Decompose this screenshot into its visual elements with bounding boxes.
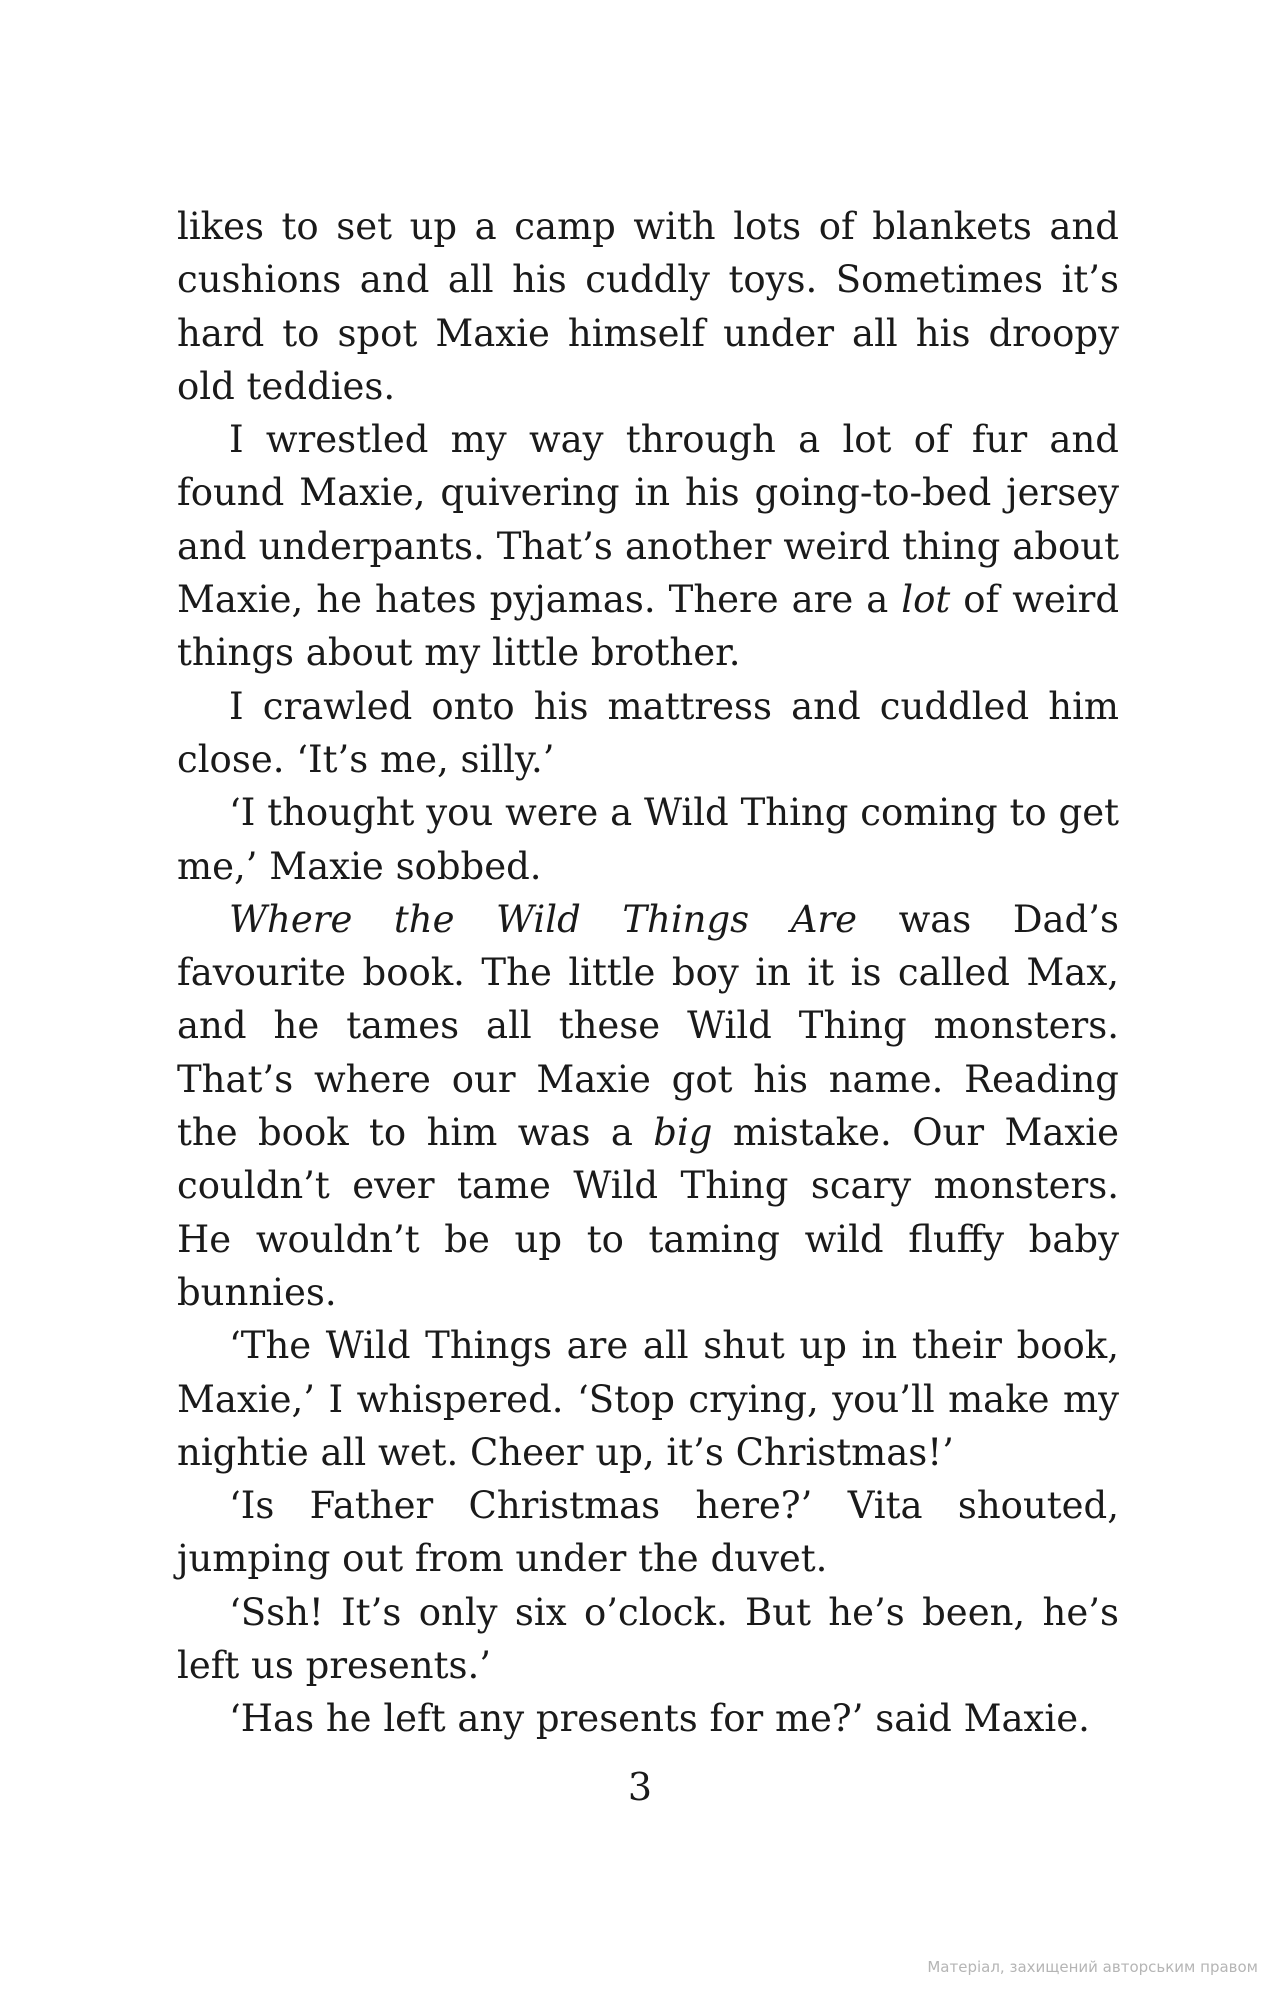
paragraph-7-text: ‘Is Father Christmas here?’ Vita shouted, jumping out from under the duvet.: [177, 1484, 1119, 1581]
book-title-italic: Where the Wild Things Are: [229, 897, 858, 941]
paragraph-6-text: ‘The Wild Things are all shut up in their book, Maxie,’ I whispered. ‘Stop crying, you’ll make my nightie all wet. Cheer up, it’s Christmas!’: [177, 1324, 1119, 1474]
paragraph-9-text: ‘Has he left any presents for me?’ said Maxie.: [229, 1697, 1090, 1741]
body-text: [177, 200, 1119, 1746]
paragraph-5-italic: big: [653, 1111, 713, 1155]
paragraph-5-text: was Dad’s favourite book. The little boy in it is called Max, and he tames all these Wild Thing monsters. That’s where our Maxie got his name. Reading the book to him was a: [177, 897, 1119, 1155]
paragraph-2-after: of weird things about my little brother.: [177, 578, 1120, 675]
paragraph-5-after: mistake. Our Maxie couldn’t ever tame Wild Thing scary monsters. He wouldn’t be up to taming wild fluffy baby bunnies.: [177, 1111, 1119, 1314]
paragraph-1: [177, 200, 1119, 413]
copyright-watermark: Матеріал, захищений авторським правом: [927, 1958, 1258, 1976]
paragraph-1-text: likes to set up a camp with lots of blankets and cushions and all his cuddly toys. Sometimes it’s hard to spot Maxie himself under all his droopy old teddies.: [177, 205, 1119, 408]
paragraph-8: [177, 1586, 1119, 1693]
paragraph-2-text: I wrestled my way through a lot of fur and found Maxie, quivering in his going-to-bed jersey and underpants. That’s another weird thing about Maxie, he hates pyjamas. There are a: [177, 418, 1119, 622]
paragraph-3: [177, 680, 1119, 787]
paragraph-5: [177, 893, 1119, 1319]
paragraph-7: [177, 1479, 1119, 1586]
paragraph-2-italic: lot: [901, 578, 951, 622]
paragraph-2: [177, 413, 1119, 679]
paragraph-4: [177, 786, 1119, 893]
paragraph-6: [177, 1319, 1119, 1479]
paragraph-3-text: I crawled onto his mattress and cuddled him close. ‘It’s me, silly.’: [177, 684, 1119, 781]
page-number: 3: [627, 1765, 653, 1809]
paragraph-4-text: ‘I thought you were a Wild Thing coming to get me,’ Maxie sobbed.: [177, 791, 1119, 888]
paragraph-8-text: ‘Ssh! It’s only six o’clock. But he’s been, he’s left us presents.’: [177, 1590, 1119, 1688]
paragraph-9: [177, 1692, 1119, 1745]
